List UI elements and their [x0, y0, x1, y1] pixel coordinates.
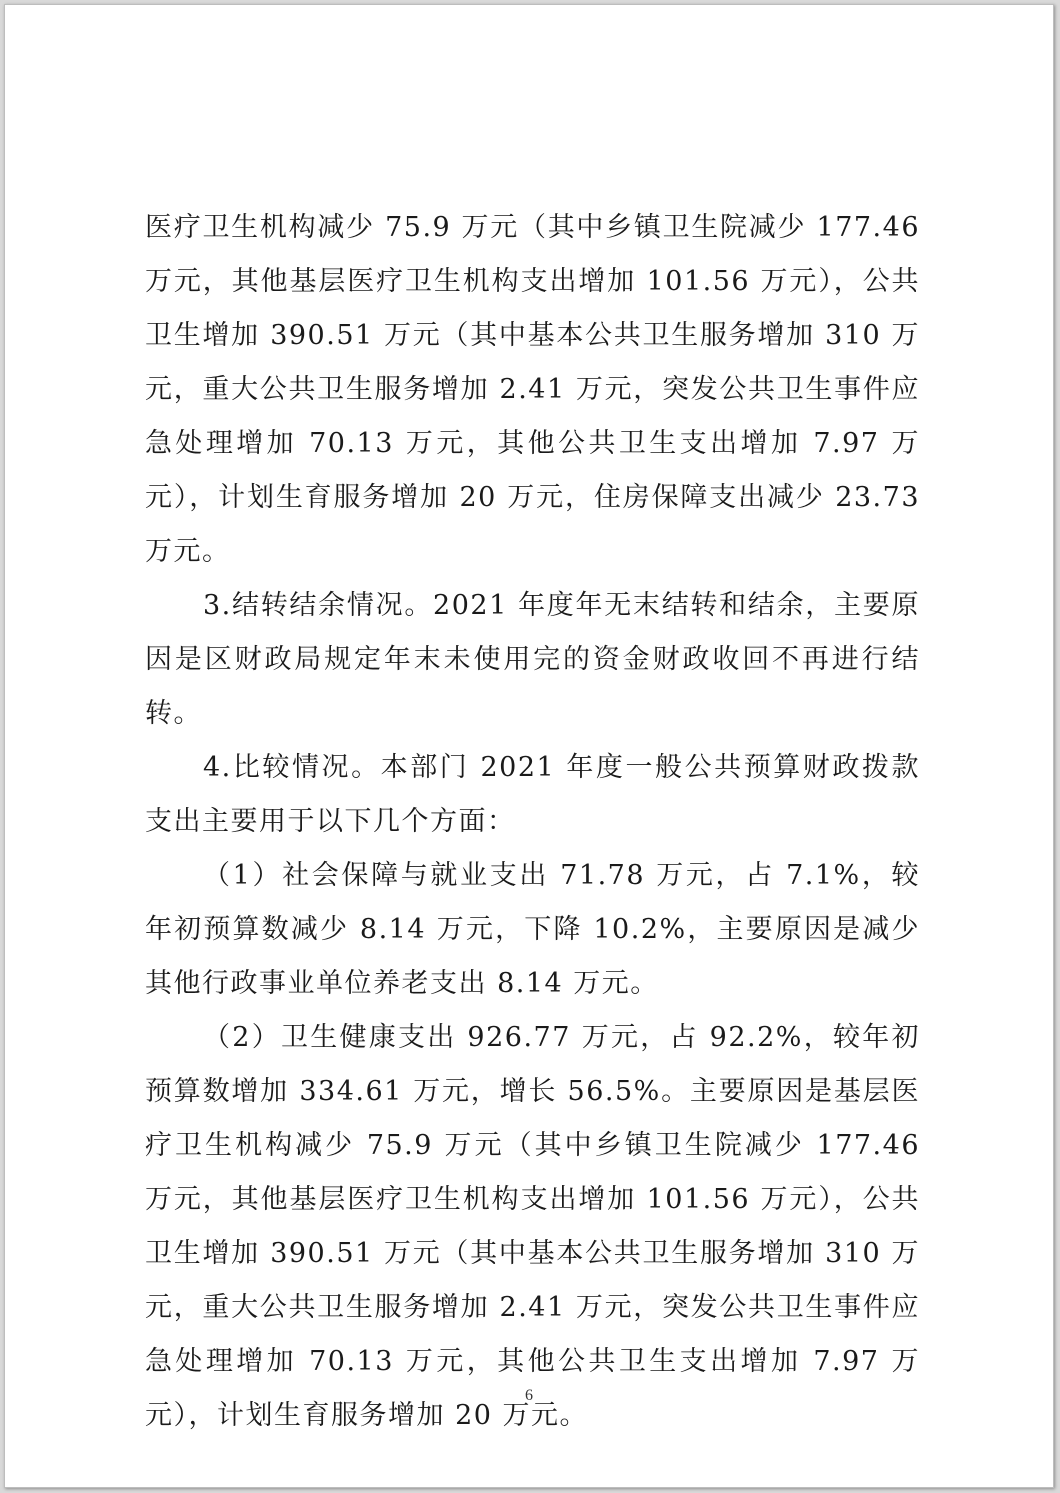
document-page — [4, 4, 1054, 1488]
paragraph-expenditure-details: 医疗卫生机构减少 75.9 万元（其中乡镇卫生院减少 177.46 万元，其他基层医疗卫生机构支出增加 101.56 万元），公共卫生增加 390.51 万元（其中基本公共卫生服务增加 310 万元，重大公共卫生服务增加 2.41 万元，突发公共卫生事件应急处理增加 70.13 万元，其他公共卫生支出增加 7.97 万元），计划生育服务增加 20 万元，住房保障支出减少 23.73 万元。 — [145, 212, 920, 567]
paragraph-health: （2）卫生健康支出 926.77 万元，占 92.2%，较年初预算数增加 334.61 万元，增长 56.5%。主要原因是基层医疗卫生机构减少 75.9 万元（其中乡镇卫生院减少 177.46 万元，其他基层医疗卫生机构支出增加 101.56 万元），公共卫生增加 390.51 万元（其中基本公共卫生服务增加 310 万元，重大公共卫生服务增加 2.41 万元，突发公共卫生事件应急处理增加 70.13 万元，其他公共卫生支出增加 7.97 万元），计划生育服务增加 20 万元。 — [145, 1022, 920, 1431]
body-text — [145, 201, 920, 1443]
paragraph-carryover: 3.结转结余情况。2021 年度年无末结转和结余，主要原因是区财政局规定年末未使用完的资金财政收回不再进行结转。 — [145, 590, 920, 729]
paragraph-comparison: 4.比较情况。本部门 2021 年度一般公共预算财政拨款支出主要用于以下几个方面： — [145, 752, 920, 837]
paragraph-social-security: （1）社会保障与就业支出 71.78 万元，占 7.1%，较年初预算数减少 8.14 万元，下降 10.2%，主要原因是减少其他行政事业单位养老支出 8.14 万元。 — [145, 860, 920, 999]
page-number: 6 — [525, 1387, 533, 1404]
